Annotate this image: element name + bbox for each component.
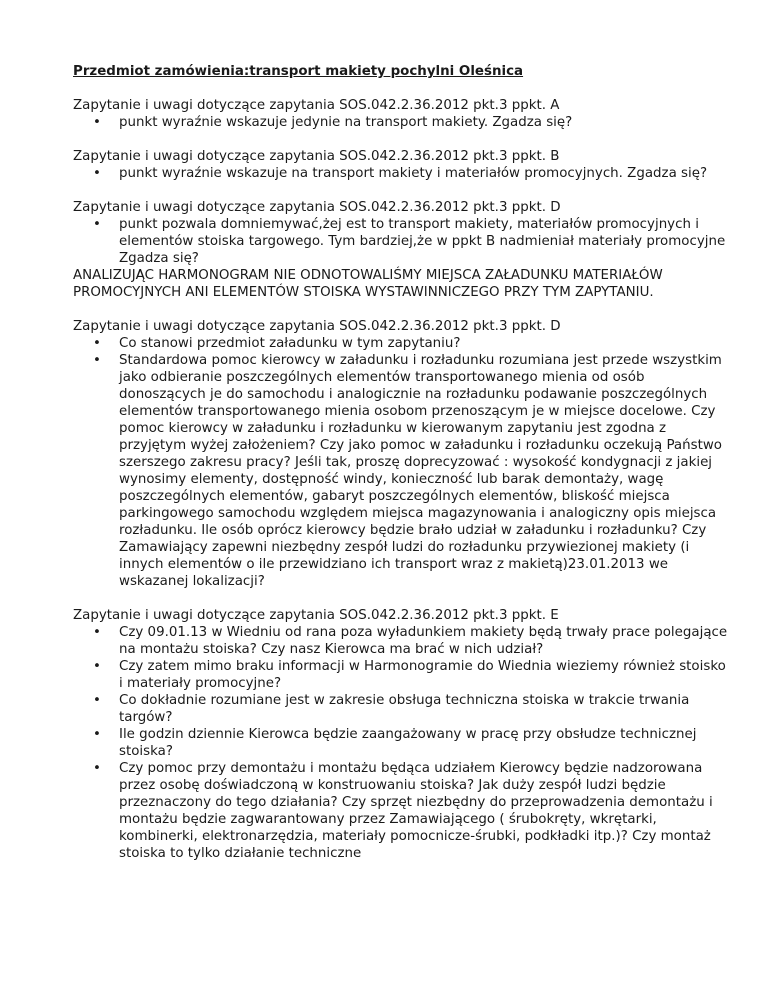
query-section-d-second (73, 318, 728, 590)
list-item: • Co stanowi przedmiot załadunku w tym zapytaniu? (119, 335, 728, 352)
bullet-list (73, 335, 728, 590)
list-item: • punkt wyraźnie wskazuje na transport makiety i materiałów promocyjnych. Zgadza się? (119, 165, 728, 182)
bullet-list (73, 114, 728, 131)
list-item: • punkt wyraźnie wskazuje jedynie na transport makiety. Zgadza się? (119, 114, 728, 131)
bullet-list (73, 624, 728, 862)
list-item: • Co dokładnie rozumiane jest w zakresie obsługa techniczna stoiska w trakcie trwania targów? (119, 692, 728, 726)
section-heading: Zapytanie i uwagi dotyczące zapytania SOS.042.2.36.2012 pkt.3 ppkt. D (73, 319, 561, 334)
section-heading: Zapytanie i uwagi dotyczące zapytania SOS.042.2.36.2012 pkt.3 ppkt. D (73, 200, 561, 215)
list-item: • Czy zatem mimo braku informacji w Harmonogramie do Wiednia wieziemy również stoisko i materiały promocyjne? (119, 658, 728, 692)
section-heading: Zapytanie i uwagi dotyczące zapytania SOS.042.2.36.2012 pkt.3 ppkt. E (73, 608, 559, 623)
query-section-e (73, 607, 728, 862)
section-heading: Zapytanie i uwagi dotyczące zapytania SOS.042.2.36.2012 pkt.3 ppkt. A (73, 98, 560, 113)
list-item: • Standardowa pomoc kierowcy w załadunku i rozładunku rozumiana jest przede wszystkim jako odbieranie poszczególnych elementów transportowanego mienia od osób donoszących je do samochodu i analogicznie na rozładunku podawanie poszczególnych elementów transportowanego mienia osobom przenoszącym je w miejsce docelowe. Czy pomoc kierowcy w załadunku i rozładunku w kierowanym zapytaniu jest zgodna z przyjętym wyżej założeniem? Czy jako pomoc w załadunku i rozładunku oczekują Państwo szerszego zakresu pracy? Jeśli tak, proszę doprecyzować : wysokość kondygnacji z jakiej wynosimy elementy, dostępność windy, konieczność lub barak demontaży, wagę poszczególnych elementów, gabaryt poszczególnych elementów, bliskość miejsca parkingowego samochodu względem miejsca magazynowania i analogiczny opis miejsca rozładunku. Ile osób oprócz kierowcy będzie brało udział w załadunku i rozładunku? Czy Zamawiający zapewni niezbędny zespół ludzi do rozładunku przywiezionej makiety (i innych elementów o ile przewidziano ich transport wraz z makietą)23.01.2013 we wskazanej lokalizacji? (119, 352, 728, 590)
list-item: • Czy pomoc przy demontażu i montażu będąca udziałem Kierowcy będzie nadzorowana przez osobę doświadczoną w konstruowaniu stoiska? Jak duży zespół ludzi będzie przeznaczony do tego działania? Czy sprzęt niezbędny do przeprowadzenia demontażu i montażu będzie zagwarantowany przez Zamawiającego ( śrubokręty, wkrętarki, kombinerki, elektronarzędzia, materiały pomocnicze-śrubki, podkładki itp.)? Czy montaż stoiska to tylko działanie techniczne (119, 760, 728, 862)
bullet-list (73, 216, 728, 267)
query-section-d-first (73, 199, 728, 301)
document-title: Przedmiot zamówienia:transport makiety pochylni Oleśnica (73, 64, 524, 79)
list-item: • Ile godzin dziennie Kierowca będzie zaangażowany w pracę przy obsłudze technicznej stoiska? (119, 726, 728, 760)
list-item: • punkt pozwala domniemywać,żej est to transport makiety, materiałów promocyjnych i elementów stoiska targowego. Tym bardziej,że w ppkt B nadmieniał materiały promocyjne Zgadza się? (119, 216, 728, 267)
query-section-b (73, 148, 728, 182)
query-section-a (73, 97, 728, 131)
section-heading: Zapytanie i uwagi dotyczące zapytania SOS.042.2.36.2012 pkt.3 ppkt. B (73, 149, 560, 164)
bullet-list (73, 165, 728, 182)
list-item: • Czy 09.01.13 w Wiedniu od rana poza wyładunkiem makiety będą trwały prace polegające na montażu stoiska? Czy nasz Kierowca ma brać w nich udział? (119, 624, 728, 658)
analysis-note: ANALIZUJĄC HARMONOGRAM NIE ODNOTOWALIŚMY MIEJSCA ZAŁADUNKU MATERIAŁÓW PROMOCYJNYCH ANI ELEMENTÓW STOISKA WYSTAWINNICZEGO PRZY TYM ZAPYTANIU. (73, 268, 663, 300)
